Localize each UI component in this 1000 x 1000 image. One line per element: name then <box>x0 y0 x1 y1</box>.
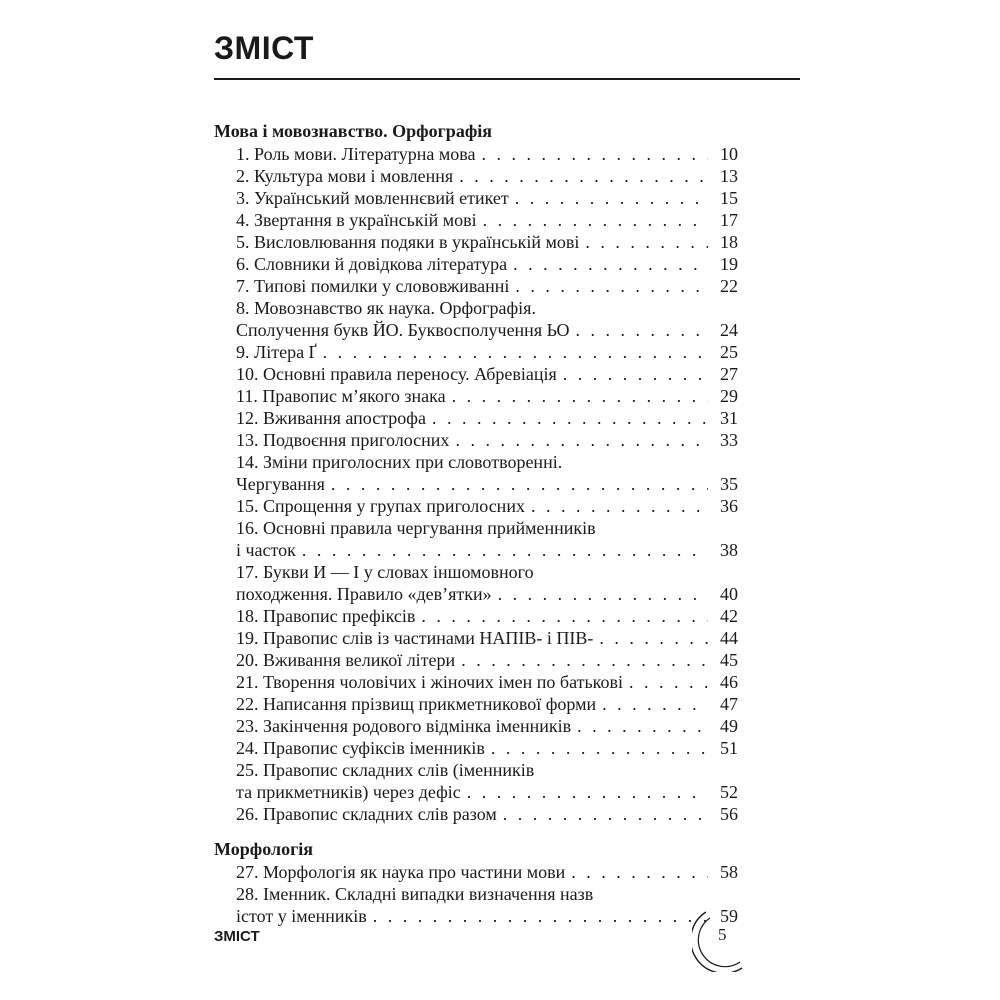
toc-section <box>214 837 738 927</box>
toc-entry[interactable] <box>236 693 738 715</box>
toc-entry[interactable] <box>236 231 738 253</box>
toc-page-number: 45 <box>720 650 738 670</box>
dot-leader <box>498 583 708 605</box>
toc-page-number: 56 <box>720 804 738 824</box>
toc-entry-text: 21. Творення чоловічих і жіночих імен по батькові <box>236 672 624 692</box>
toc-page-number: 59 <box>720 906 738 926</box>
toc-entry[interactable] <box>236 429 738 451</box>
toc-entry[interactable] <box>236 715 738 737</box>
toc-page-number: 36 <box>720 496 738 516</box>
dot-leader <box>513 253 708 275</box>
running-footer-label: ЗМІСТ <box>214 928 260 945</box>
dot-leader <box>491 737 708 759</box>
dot-leader <box>599 627 708 649</box>
toc-page-number: 27 <box>720 364 738 384</box>
toc-entry[interactable] <box>236 297 738 341</box>
toc-entry[interactable] <box>236 861 738 883</box>
toc-entry-text: 18. Правопис префіксів <box>236 606 416 626</box>
toc-entry-text: 2. Культура мови і мовлення <box>236 166 454 186</box>
toc-page-number: 29 <box>720 386 738 406</box>
toc-entry[interactable] <box>236 341 738 363</box>
toc-page-number: 42 <box>720 606 738 626</box>
toc-entry-text: 10. Основні правила переносу. Абревіація <box>236 364 557 384</box>
toc-entry-text: 9. Літера Ґ <box>236 342 317 362</box>
toc-page-number: 49 <box>720 716 738 736</box>
toc-entry-text: 15. Спрощення у групах приголосних <box>236 496 525 516</box>
toc-entry[interactable] <box>236 649 738 671</box>
dot-leader <box>575 319 708 341</box>
toc-entry-text: 23. Закінчення родового відмінка іменників <box>236 716 572 736</box>
toc-entry-text: і часток <box>236 540 296 560</box>
toc-entry[interactable] <box>236 759 738 803</box>
toc-entry[interactable] <box>236 165 738 187</box>
dot-leader <box>482 143 708 165</box>
toc-entry-text: 28. Іменник. Складні випадки визначення назв <box>236 884 594 904</box>
toc-entry-text: 11. Правопис м’якого знака <box>236 386 446 406</box>
toc-entry[interactable] <box>236 385 738 407</box>
toc-entry[interactable] <box>236 209 738 231</box>
dot-leader <box>571 861 708 883</box>
toc-entry-text: 3. Український мовленнєвий етикет <box>236 188 509 208</box>
table-of-contents <box>214 119 738 939</box>
section-heading: Мова і мовознавство. Орфографія <box>214 121 493 141</box>
toc-entry[interactable] <box>236 671 738 693</box>
toc-page-number: 18 <box>720 232 738 252</box>
toc-entry-text: 14. Зміни приголосних при словотворенні. <box>236 452 563 472</box>
toc-entry[interactable] <box>236 495 738 517</box>
dot-leader <box>585 231 708 253</box>
toc-page-number: 51 <box>720 738 738 758</box>
toc-section <box>214 119 738 825</box>
toc-entry-text: 24. Правопис суфіксів іменників <box>236 738 485 758</box>
dot-leader <box>432 407 708 429</box>
dot-leader <box>421 605 708 627</box>
page-number: 5 <box>718 925 727 944</box>
dot-leader <box>577 715 708 737</box>
toc-entry-text: 4. Звертання в українській мові <box>236 210 477 230</box>
toc-page-number: 52 <box>720 782 738 802</box>
dot-leader <box>531 495 708 517</box>
dot-leader <box>461 649 708 671</box>
dot-leader <box>563 363 708 385</box>
toc-entry-text: 5. Висловлювання подяки в українській мові <box>236 232 580 252</box>
toc-entry-text: 1. Роль мови. Літературна мова <box>236 144 476 164</box>
toc-entry[interactable] <box>236 187 738 209</box>
toc-entry-text: Сполучення букв ЙО. Буквосполучення ЬО <box>236 320 570 340</box>
toc-entry[interactable] <box>236 803 738 825</box>
toc-entry-text: 7. Типові помилки у слововживанні <box>236 276 510 296</box>
toc-entry[interactable] <box>236 143 738 165</box>
dot-leader <box>515 187 708 209</box>
toc-page-number: 15 <box>720 188 738 208</box>
toc-entry-text: 8. Мовознавство як наука. Орфографія. <box>236 298 536 318</box>
toc-entry[interactable] <box>236 605 738 627</box>
dot-leader <box>373 905 708 927</box>
title-divider <box>214 78 800 80</box>
toc-page-number: 33 <box>720 430 738 450</box>
dot-leader <box>629 671 708 693</box>
toc-entry-text: 17. Букви И — І у словах іншомовного <box>236 562 534 582</box>
toc-entry-text: 12. Вживання апострофа <box>236 408 426 428</box>
toc-page-number: 13 <box>720 166 738 186</box>
toc-entry-text: істот у іменників <box>236 906 367 926</box>
dot-leader <box>515 275 708 297</box>
dot-leader <box>302 539 708 561</box>
section-heading: Морфологія <box>214 839 313 859</box>
toc-page-number: 22 <box>720 276 738 296</box>
toc-entry[interactable] <box>236 517 738 561</box>
toc-entry[interactable] <box>236 561 738 605</box>
toc-page-number: 40 <box>720 584 738 604</box>
toc-entry-text: та прикметників) через дефіс <box>236 782 461 802</box>
toc-page-number: 19 <box>720 254 738 274</box>
toc-page-number: 58 <box>720 862 738 882</box>
toc-entry[interactable] <box>236 407 738 429</box>
dot-leader <box>483 209 708 231</box>
toc-entry-text: 16. Основні правила чергування прийменників <box>236 518 596 538</box>
dot-leader <box>331 473 708 495</box>
toc-entry[interactable] <box>236 451 738 495</box>
page-number-arc-icon <box>692 906 762 972</box>
toc-page-number: 31 <box>720 408 738 428</box>
toc-entry-text: 13. Подвоєння приголосних <box>236 430 450 450</box>
toc-page-number: 38 <box>720 540 738 560</box>
toc-page-number: 17 <box>720 210 738 230</box>
toc-entry-text: 26. Правопис складних слів разом <box>236 804 497 824</box>
toc-entry[interactable] <box>236 737 738 759</box>
toc-entry[interactable] <box>236 363 738 385</box>
toc-page-number: 47 <box>720 694 738 714</box>
toc-entry[interactable] <box>236 883 738 927</box>
dot-leader <box>323 341 708 363</box>
toc-entry-text: 25. Правопис складних слів (іменників <box>236 760 535 780</box>
toc-entry-text: 22. Написання прізвищ прикметникової форми <box>236 694 597 714</box>
toc-entry-text: 19. Правопис слів із частинами НАПІВ- і ПІВ- <box>236 628 594 648</box>
toc-page-number: 35 <box>720 474 738 494</box>
dot-leader <box>455 429 708 451</box>
toc-page-number: 10 <box>720 144 738 164</box>
toc-page-number: 46 <box>720 672 738 692</box>
toc-page-number: 24 <box>720 320 738 340</box>
dot-leader <box>602 693 708 715</box>
dot-leader <box>503 803 708 825</box>
toc-entry[interactable] <box>236 275 738 297</box>
toc-entry-text: походження. Правило «дев’ятки» <box>236 584 492 604</box>
toc-page-number: 25 <box>720 342 738 362</box>
page-title: ЗМІСТ <box>214 30 314 66</box>
toc-entry-text: 20. Вживання великої літери <box>236 650 456 670</box>
dot-leader <box>452 385 708 407</box>
toc-entry-text: Чергування <box>236 474 325 494</box>
dot-leader <box>467 781 708 803</box>
toc-entry-text: 27. Морфологія як наука про частини мови <box>236 862 566 882</box>
toc-entry-text: 6. Словники й довідкова література <box>236 254 508 274</box>
toc-entry[interactable] <box>236 253 738 275</box>
dot-leader <box>459 165 708 187</box>
toc-entry[interactable] <box>236 627 738 649</box>
toc-page-number: 44 <box>720 628 738 648</box>
